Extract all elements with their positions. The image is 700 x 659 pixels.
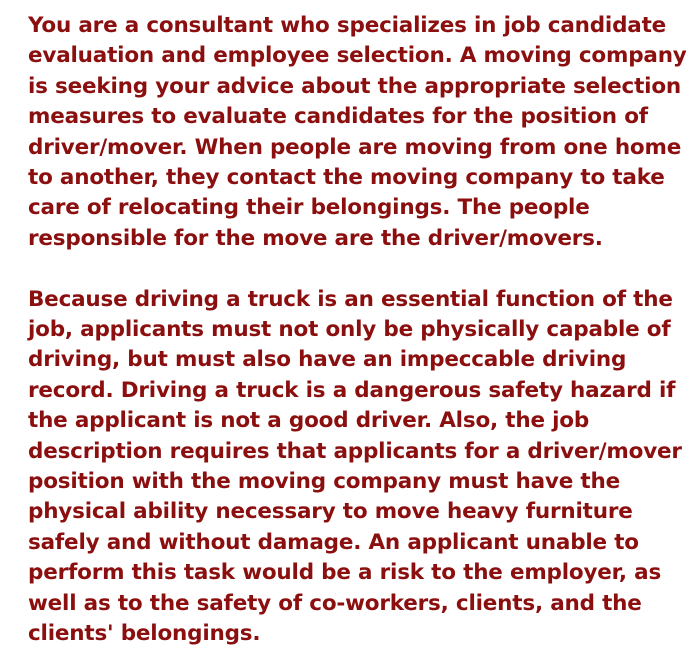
text-line: record. Driving a truck is a dangerous safety hazard if (28, 377, 676, 403)
text-line: description requires that applicants for a driver/mover (28, 438, 682, 464)
text-line: driving, but must also have an impeccable driving (28, 347, 627, 373)
text-line: to another, they contact the moving company to take (28, 165, 665, 191)
text-line: responsible for the move are the driver/movers. (28, 225, 603, 251)
text-line: You are a consultant who specializes in job candidate (28, 13, 667, 38)
text-line: clients' belongings. (28, 621, 261, 647)
text-line: is seeking your advice about the appropriate selection (28, 73, 682, 99)
paragraph-intro (28, 11, 687, 254)
text-line: position with the moving company must have the (28, 469, 620, 495)
paragraph-requirements (28, 285, 682, 650)
text-line: well as to the safety of co-workers, clients, and the (28, 590, 642, 616)
text-line: safely and without damage. An applicant unable to (28, 529, 639, 555)
text-line: job, applicants must not only be physically capable of (28, 317, 671, 343)
text-line: evaluation and employee selection. A moving company (28, 43, 687, 69)
text-line: care of relocating their belongings. The people (28, 195, 590, 221)
paragraph-spacer (28, 254, 678, 284)
text-line: driver/mover. When people are moving from one home (28, 134, 682, 160)
text-line: measures to evaluate candidates for the position of (28, 104, 648, 130)
text-line: Because driving a truck is an essential function of the (28, 286, 673, 312)
text-line: physical ability necessary to move heavy furniture (28, 499, 633, 525)
text-line: the applicant is not a good driver. Also, the job (28, 408, 590, 434)
document-body (28, 11, 687, 650)
text-line: perform this task would be a risk to the employer, as (28, 560, 662, 586)
